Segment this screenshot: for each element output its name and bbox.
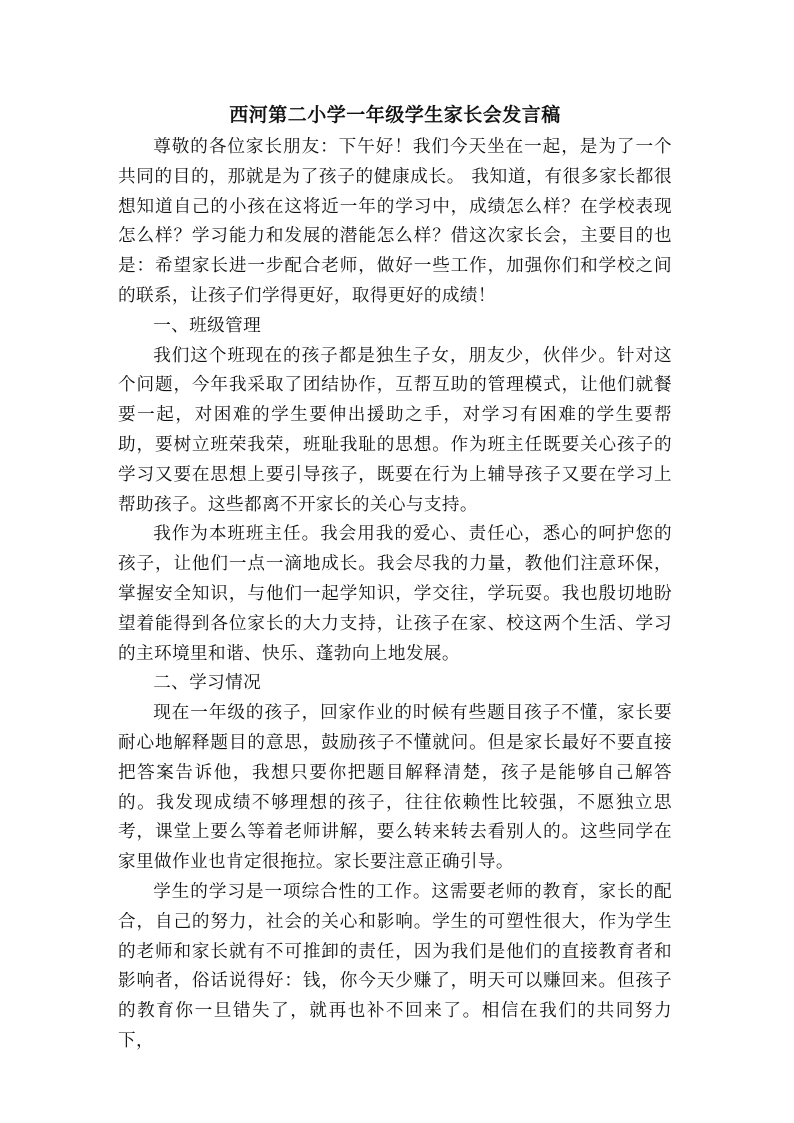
learning-situation-paragraph-1: 现在一年级的孩子，回家作业的时候有些题目孩子不懂，家长要耐心地解释题目的意思，鼓励孩子不懂就问。但是家长最好不要直接把答案告诉他，我想只要你把题目解释清楚，孩子是能够自己解答的。我发现成绩不够理想的孩子，往往依赖性比较强，不愿独立思考，课堂上要么等着老师讲解，要么转来转去看别人的。这些同学在家里做作业也肯定很拖拉。家长要注意正确引导。 bbox=[118, 703, 672, 873]
section-heading-learning-situation: 二、学习情况 bbox=[153, 673, 262, 694]
section-heading-class-management: 一、班级管理 bbox=[153, 315, 262, 336]
intro-paragraph: 尊敬的各位家长朋友：下午好！我们今天坐在一起，是为了一个共同的目的，那就是为了孩子的健康成长。 我知道，有很多家长都很想知道自己的小孩在这将近一年的学习中，成绩怎么样？在学校表现怎么样？学习能力和发展的潜能怎么样？借这次家长会，主要目的也是：希望家长进一步配合老师，做好一些工作，加强你们和学校之间的联系，让孩子们学得更好，取得更好的成绩！ bbox=[118, 137, 672, 306]
class-management-paragraph-1: 我们这个班现在的孩子都是独生子女，朋友少，伙伴少。针对这个问题，今年我采取了团结协作，互帮互助的管理模式，让他们就餐要一起，对困难的学生要伸出援助之手，对学习有困难的学生要帮助，要树立班荣我荣，班耻我耻的思想。作为班主任既要关心孩子的学习又要在思想上要引导孩子，既要在行为上辅导孩子又要在学习上帮助孩子。这些都离不开家长的关心与支持。 bbox=[118, 345, 672, 515]
document-page bbox=[118, 100, 672, 1057]
class-management-paragraph-2: 我作为本班班主任。我会用我的爱心、责任心，悉心的呵护您的孩子，让他们一点一滴地成长。我会尽我的力量，教他们注意环保，掌握安全知识，与他们一起学知识，学交往，学玩耍。我也殷切地盼望着能得到各位家长的大力支持，让孩子在家、校这两个生活、学习的主环境里和谐、快乐、蓬勃向上地发展。 bbox=[118, 524, 672, 664]
document-title: 西河第二小学一年级学生家长会发言稿 bbox=[229, 104, 561, 126]
learning-situation-paragraph-2: 学生的学习是一项综合性的工作。这需要老师的教育，家长的配合，自己的努力，社会的关心和影响。学生的可塑性很大，作为学生的老师和家长就有不可推卸的责任，因为我们是他们的直接教育者和影响者，俗话说得好：钱，你今天少赚了，明天可以赚回来。但孩子的教育你一旦错失了，就再也补不回来了。相信在我们的共同努力下， bbox=[118, 881, 672, 1051]
